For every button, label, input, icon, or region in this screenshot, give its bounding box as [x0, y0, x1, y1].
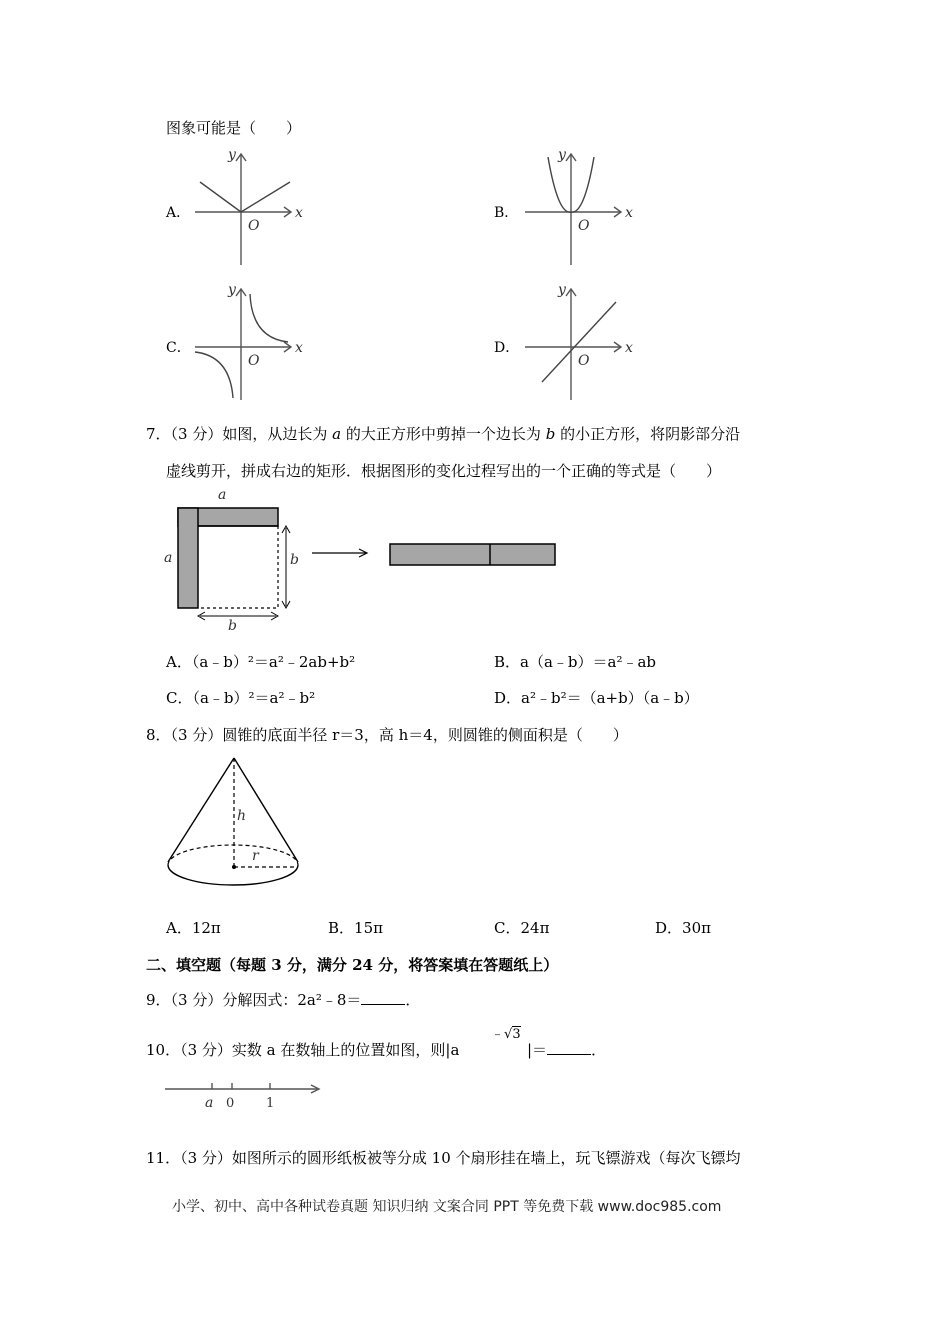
q6-option-b-label: B．: [494, 205, 519, 221]
origin-label: O: [248, 353, 260, 369]
origin-label: O: [248, 218, 260, 234]
q7-line1: 7．（3 分）如图，从边长为 a 的大正方形中剪掉一个边长为 b 的小正方形，将阴影部分沿: [146, 425, 741, 443]
q10-answer-blank[interactable]: [547, 1040, 591, 1055]
origin-label: O: [578, 218, 590, 234]
number-line-1: 1: [266, 1096, 275, 1111]
q10-radical: ﹣√3: [491, 1027, 521, 1042]
cone-h-label: h: [237, 808, 247, 824]
label-a-top: a: [218, 487, 227, 503]
label-a-left: a: [164, 550, 173, 566]
q8-option-a: A．12π: [166, 919, 221, 937]
q6-option-c-label: C．: [166, 340, 191, 356]
q10-stem: 10．（3 分）实数 a 在数轴上的位置如图，则|a: [146, 1041, 460, 1059]
q6-stem-tail: 图象可能是（ ）: [166, 119, 302, 137]
number-line-a: a: [205, 1095, 214, 1111]
number-line-figure: [165, 1080, 330, 1112]
axis-y-label: y: [558, 282, 566, 298]
q6-option-a-label: A．: [166, 205, 191, 221]
q8-option-c: C．24π: [494, 919, 550, 937]
linear-graph-icon: [520, 280, 640, 405]
q8-option-b: B．15π: [328, 919, 383, 937]
hyperbola-graph-icon: [190, 280, 310, 405]
abs-value-graph-icon: [190, 145, 310, 270]
origin-label: O: [578, 353, 590, 369]
q8-option-d: D．30π: [655, 919, 711, 937]
axis-y-label: y: [558, 147, 566, 163]
axis-y-label: y: [228, 147, 236, 163]
q11-stem: 11．（3 分）如图所示的圆形纸板被等分成 10 个扇形挂在墙上，玩飞镖游戏（每次飞镖均: [146, 1149, 741, 1167]
q8-stem: 8．（3 分）圆锥的底面半径 r＝3，高 h＝4，则圆锥的侧面积是（ ）: [146, 726, 628, 744]
label-b-bottom: b: [228, 618, 237, 634]
q9-answer-blank[interactable]: [361, 990, 405, 1005]
q7-option-c: C．（a﹣b）²＝a²﹣b²: [166, 689, 316, 707]
cone-figure: [160, 750, 310, 890]
q7-option-d: D．a²﹣b²＝（a+b）（a﹣b）: [494, 689, 699, 707]
label-b-right: b: [290, 552, 299, 568]
number-line-0: 0: [226, 1096, 235, 1111]
section-title: 二、填空题（每题 3 分，满分 24 分，将答案填在答题纸上）: [146, 956, 559, 974]
axis-x-label: x: [625, 340, 633, 356]
q7-line2: 虚线剪开，拼成右边的矩形．根据图形的变化过程写出的一个正确的等式是（ ）: [166, 462, 722, 480]
q9-stem: 9．（3 分）分解因式：2a²﹣8＝ ．: [146, 991, 421, 1009]
q7-option-b: B．a（a﹣b）＝a²﹣ab: [494, 653, 657, 671]
axis-x-label: x: [295, 340, 303, 356]
axis-x-label: x: [625, 205, 633, 221]
q6-option-d-label: D．: [494, 340, 520, 356]
footer-ad: 小学、初中、高中各种试卷真题 知识归纳 文案合同 PPT 等免费下载 www.doc985.com: [172, 1199, 722, 1215]
axis-x-label: x: [295, 205, 303, 221]
q10-tail: |＝ ．: [527, 1041, 607, 1059]
parabola-graph-icon: [520, 145, 640, 270]
q7-option-a: A．（a﹣b）²＝a²﹣2ab+b²: [166, 653, 356, 671]
cone-r-label: r: [252, 848, 259, 864]
axis-y-label: y: [228, 282, 236, 298]
square-to-rectangle-figure: [160, 480, 580, 634]
